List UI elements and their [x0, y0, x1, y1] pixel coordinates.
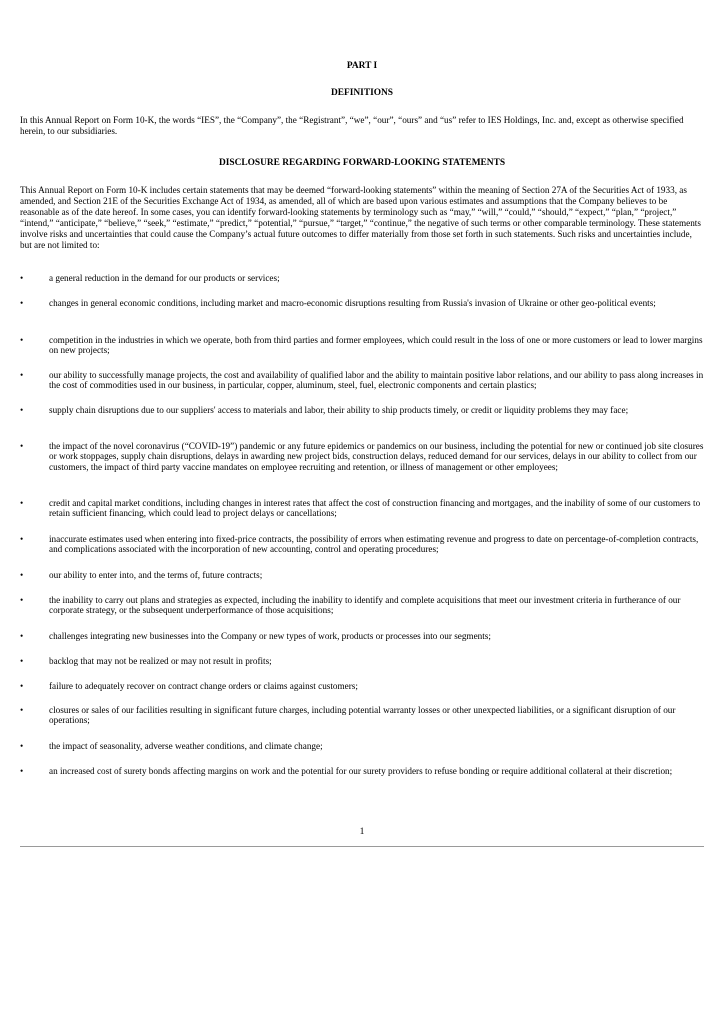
bullet-mark: •	[20, 335, 24, 345]
list-item-text: the inability to carry out plans and strategies as expected, including the inability to identify and complete acquisitions that meet our investment criteria in furtherance of our corporate strategy, or the subsequent underperformance of those acquisitions;	[49, 595, 681, 616]
list-item-text: closures or sales of our facilities resulting in significant future charges, including potential warranty losses or other unexpected liabilities, or a significant disruption of our operations;	[49, 705, 676, 726]
list-item-text: credit and capital market conditions, including changes in interest rates that affect the cost of construction financing and mortgages, and the inability of some of our customers to retain sufficient financing, which could lead to project delays or cancellations;	[49, 498, 701, 519]
list-item-text: a general reduction in the demand for our products or services;	[49, 273, 280, 283]
bullet-mark: •	[20, 498, 24, 508]
bullet-mark: •	[20, 741, 24, 751]
bullet-mark: •	[20, 705, 24, 715]
bullet-mark: •	[20, 595, 24, 605]
page-number: 1	[359, 826, 365, 837]
bullet-mark: •	[20, 441, 24, 451]
list-item-text: supply chain disruptions due to our suppliers' access to materials and labor, their ability to ship products timely, or credit or liquidity problems they may face;	[49, 405, 629, 415]
list-item-text: the impact of seasonality, adverse weather conditions, and climate change;	[49, 741, 323, 751]
list-item-text: backlog that may not be realized or may not result in profits;	[49, 656, 272, 666]
page-divider	[20, 846, 704, 847]
bullet-mark: •	[20, 681, 24, 691]
list-item-text: changes in general economic conditions, including market and macro-economic disruptions resulting from Russia's invasion of Ukraine or other geo-political events;	[49, 298, 656, 308]
list-item-text: an increased cost of surety bonds affecting margins on work and the potential for our surety providers to refuse bonding or require additional collateral at their discretion;	[49, 766, 673, 776]
list-item-text: the impact of the novel coronavirus (“COVID-19”) pandemic or any future epidemics or pandemics on our business, including the potential for new or continued job site closures or work stoppages, supply chain disruptions, delays in awarding new project bids, construction delays, reduced demand for our services, delays in our ability to collect from our customers, the impact of third party vaccine mandates on employee recruiting and retention, or illness of management or other employees;	[49, 441, 704, 472]
list-item-text: challenges integrating new businesses into the Company or new types of work, products or processes into our segments;	[49, 631, 491, 641]
definitions-paragraph: In this Annual Report on Form 10-K, the words “IES”, the “Company”, the “Registrant”, “we”, “our”, “ours” and “us” refer to IES Holdings, Inc. and, except as otherwise specified herein, to our subsidiaries.	[20, 115, 684, 136]
forward-looking-title: DISCLOSURE REGARDING FORWARD-LOOKING STATEMENTS	[218, 158, 506, 168]
bullet-mark: •	[20, 766, 24, 776]
bullet-mark: •	[20, 273, 24, 283]
definitions-title: DEFINITIONS	[331, 88, 393, 98]
list-item-text: our ability to successfully manage projects, the cost and availability of qualified labor and the ability to maintain positive labor relations, and our ability to pass along increases in the cost of commodities used in our business, in particular, copper, aluminum, steel, fuel, electronic components and certain plastics;	[49, 370, 704, 391]
list-item-text: competition in the industries in which we operate, both from third parties and former employees, which could result in the loss of one or more customers or lead to lower margins on new projects;	[49, 335, 703, 356]
bullet-mark: •	[20, 370, 24, 380]
bullet-mark: •	[20, 570, 24, 580]
list-item-text: inaccurate estimates used when entering into fixed-price contracts, the possibility of errors when estimating revenue and progress to date on percentage-of-completion contracts, and complications associated with the incorporation of new accounting, control and operating procedures;	[49, 534, 699, 555]
bullet-mark: •	[20, 405, 24, 415]
bullet-mark: •	[20, 656, 24, 666]
bullet-mark: •	[20, 631, 24, 641]
forward-looking-paragraph: This Annual Report on Form 10-K includes certain statements that may be deemed “forward-looking statements” within the meaning of Section 27A of the Securities Act of 1933, as amended, and Section 21E of the Securities Exchange Act of 1934, as amended, all of which are based upon various estimates and assumptions that the Company believes to be reasonable as of the date hereof. In some cases, you can identify forward-looking statements by terminology such as “may,” “will,” “could,” “should,” “expect,” “plan,” “project,” “intend,” “anticipate,” “believe,” “seek,” “estimate,” “predict,” “potential,” “pursue,” “target,” “continue,” the negative of such terms or other comparable terminology. These statements involve risks and uncertainties that could cause the Company’s actual future outcomes to differ materially from those set forth in such statements. Such risks and uncertainties include, but are not limited to:	[20, 185, 701, 250]
part-title: PART I	[346, 61, 378, 71]
bullet-mark: •	[20, 298, 24, 308]
bullet-mark: •	[20, 534, 24, 544]
list-item-text: failure to adequately recover on contract change orders or claims against customers;	[49, 681, 358, 691]
list-item-text: our ability to enter into, and the terms of, future contracts;	[49, 570, 263, 580]
